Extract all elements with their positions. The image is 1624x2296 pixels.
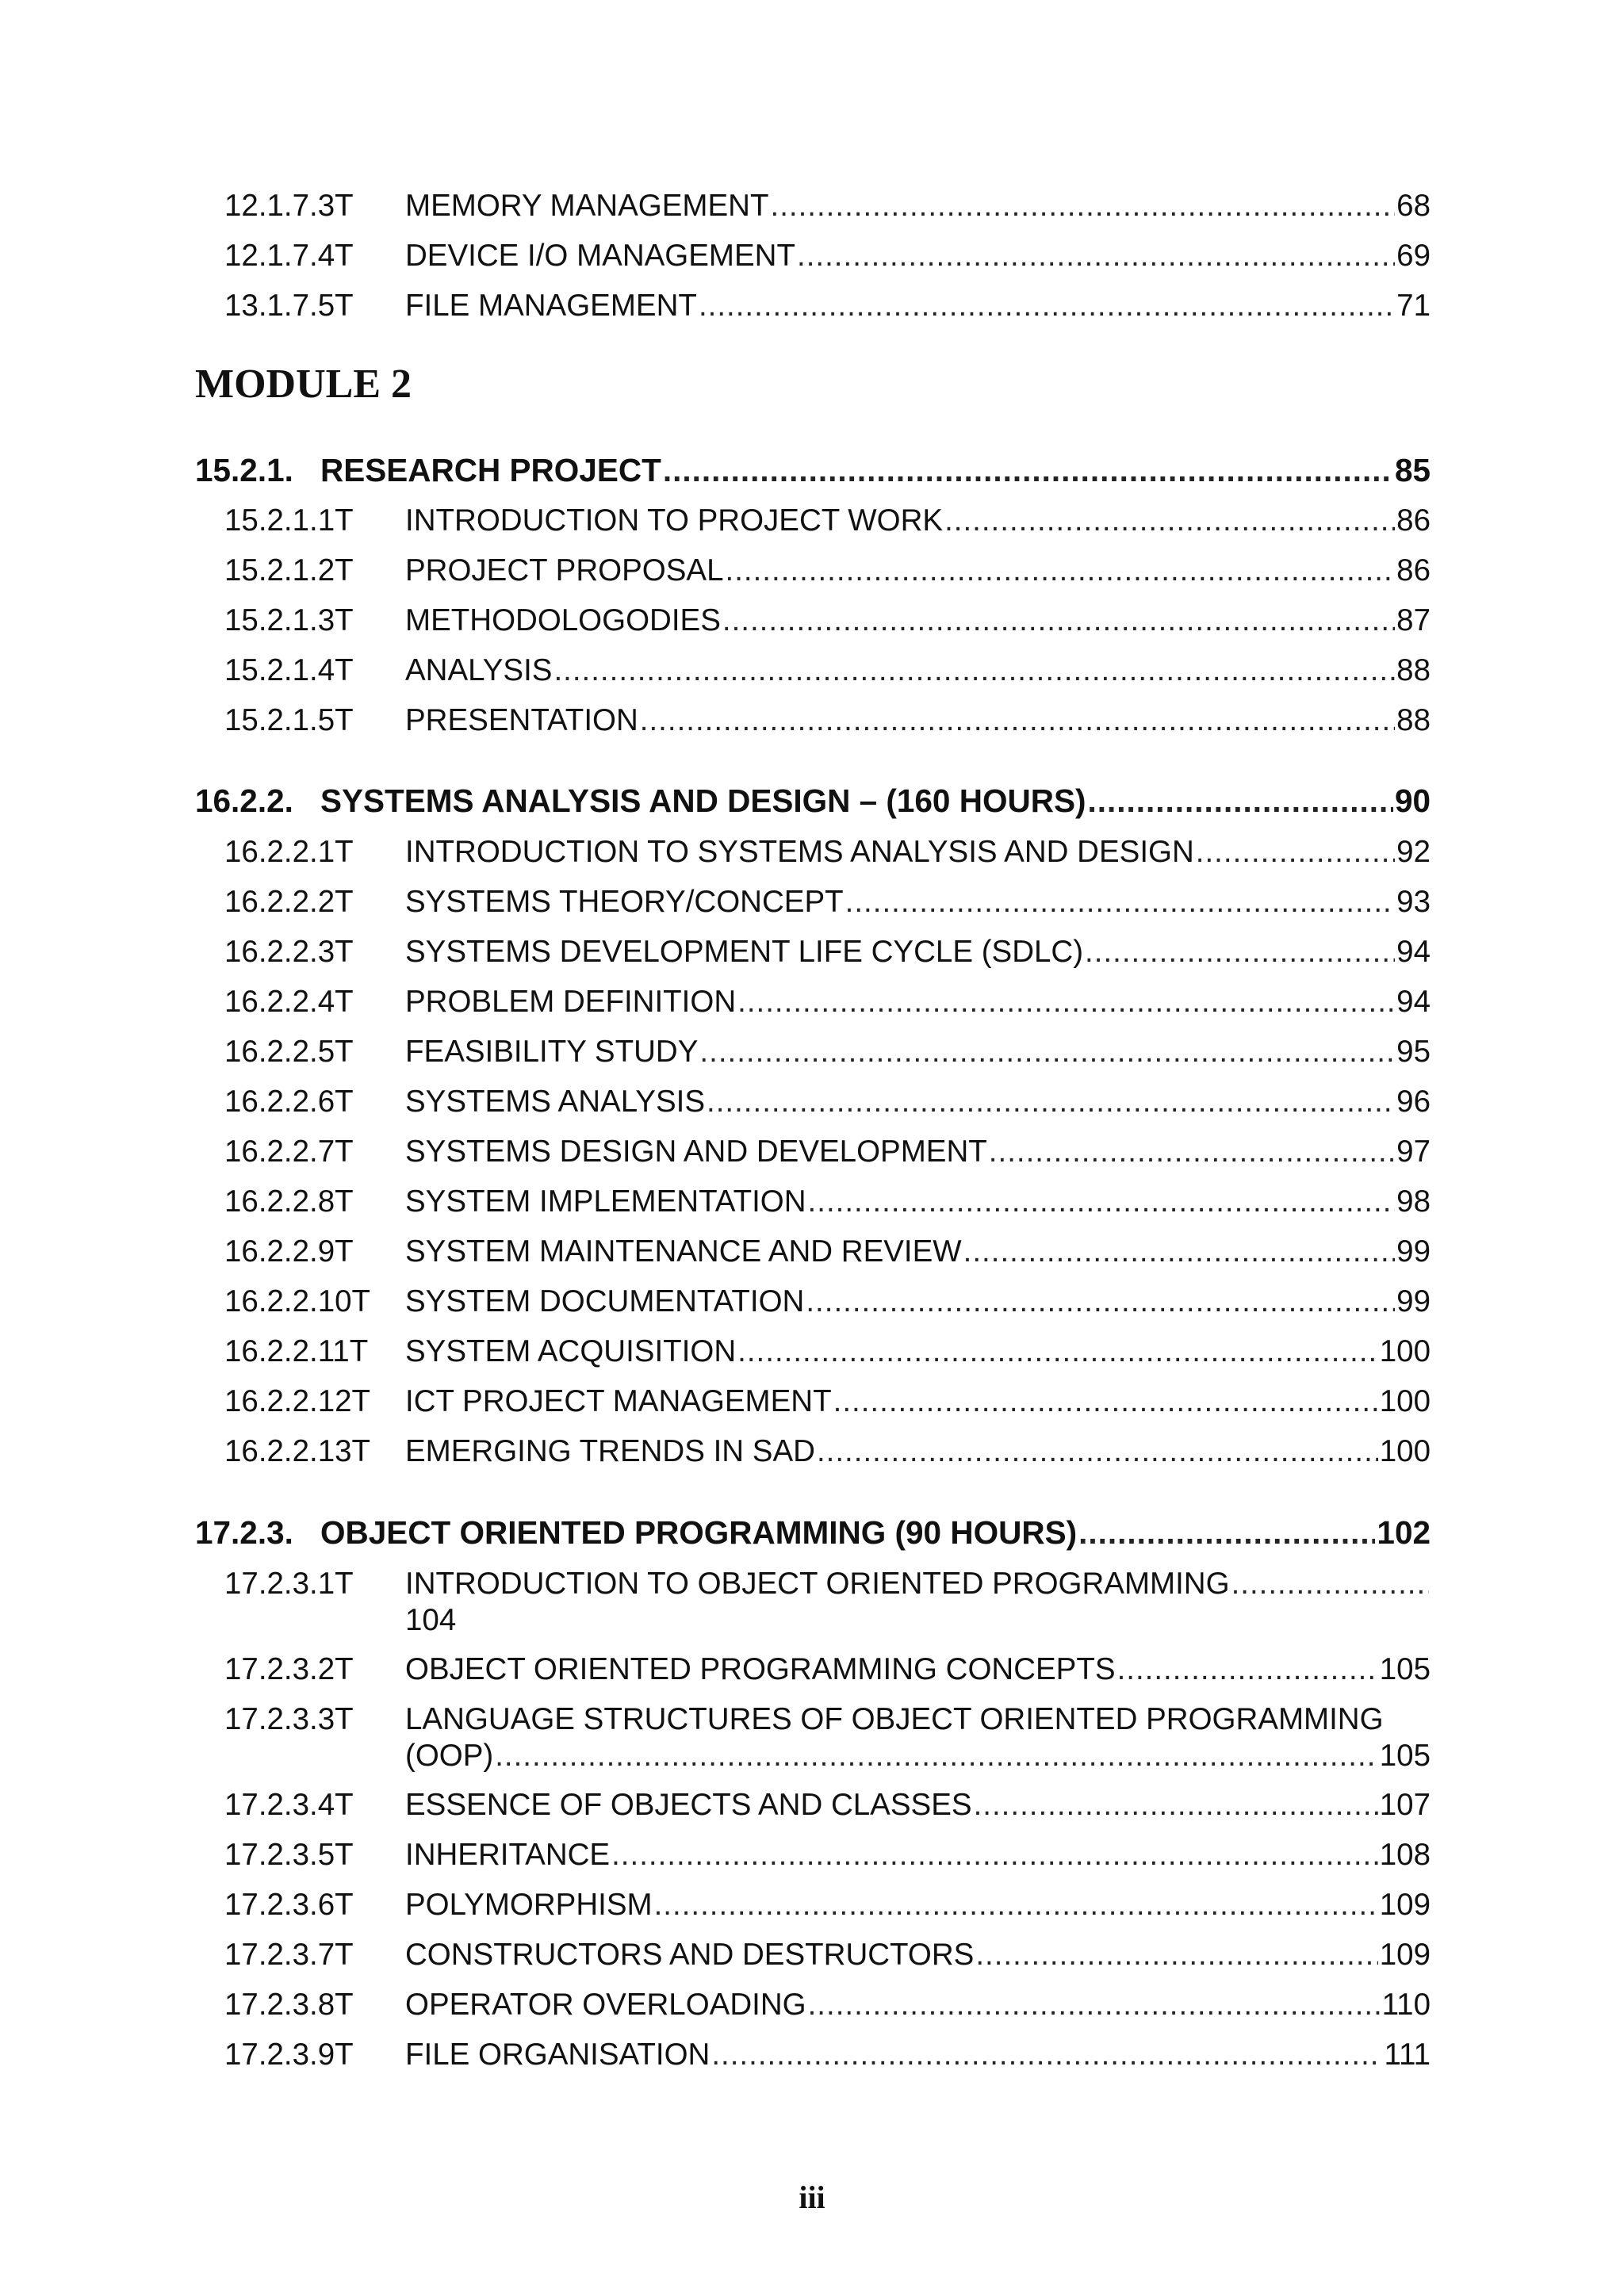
entry-title: DEVICE I/O MANAGEMENT [405,239,796,273]
dot-leader [654,1887,1378,1923]
entry-title-continued: (OOP) [405,1739,494,1773]
dot-leader [663,452,1393,488]
entry-number: 17.2.3.5T [224,1838,354,1872]
toc-entry[interactable] [195,1566,1431,1639]
entry-page: 69 [1396,239,1431,273]
entry-number: 12.1.7.4T [224,239,354,273]
dot-leader [699,288,1395,324]
entry-number: 15.2.1.2T [224,553,354,587]
dot-leader [808,1987,1381,2023]
entry-page: 108 [1379,1838,1431,1872]
entry-page: 109 [1379,1938,1431,1972]
toc-entry[interactable] [195,288,1431,324]
dot-leader [833,1383,1378,1420]
entry-title: SYSTEMS THEORY/CONCEPT [405,885,844,919]
entry-page: 110 [1381,1988,1431,2022]
toc-entry[interactable] [195,1034,1431,1070]
entry-title: FILE MANAGEMENT [405,289,697,323]
entry-number: 17.2.3.9T [224,2038,354,2072]
dot-leader [771,188,1396,224]
entry-number: 15.2.1.3T [224,603,354,637]
entry-page: 100 [1379,1334,1431,1368]
toc-entry[interactable] [195,1937,1431,1973]
entry-number: 12.1.7.3T [224,189,354,223]
entry-number: 16.2.2.5T [224,1035,354,1069]
toc-entry[interactable] [195,1234,1431,1270]
section-title: OBJECT ORIENTED PROGRAMMING (90 HOURS) [320,1514,1078,1551]
section-number: 15.2.1. [195,452,293,488]
toc-entry[interactable] [195,1651,1431,1688]
dot-leader [1196,834,1395,871]
entry-title: SYSTEMS DEVELOPMENT LIFE CYCLE (SDLC) [405,935,1084,969]
entry-title: FEASIBILITY STUDY [405,1035,699,1069]
toc-section[interactable] [195,452,1431,488]
entry-page: 99 [1396,1234,1431,1269]
entry-title: SYSTEM MAINTENANCE AND REVIEW [405,1234,962,1269]
dot-leader [817,1433,1378,1470]
entry-title: INHERITANCE [405,1838,611,1872]
entry-number: 17.2.3.4T [224,1788,354,1822]
entry-page: 94 [1396,985,1431,1019]
entry-page: 105 [1379,1652,1431,1686]
entry-page: 98 [1396,1184,1431,1219]
section-page: 102 [1377,1514,1431,1551]
entry-page: 100 [1379,1434,1431,1468]
page-number: iii [799,2179,825,2215]
dot-leader [726,553,1396,589]
dot-leader [989,1134,1395,1170]
entry-title: SYSTEMS ANALYSIS [405,1085,706,1119]
toc-entry[interactable] [195,1184,1431,1220]
toc-entry[interactable] [195,984,1431,1020]
entry-number: 16.2.2.12T [224,1384,371,1418]
entry-number: 15.2.1.4T [224,653,354,687]
dot-leader [553,652,1395,689]
dot-leader [1078,1514,1375,1551]
toc-entry[interactable] [195,1084,1431,1120]
toc-entry[interactable] [195,1887,1431,1923]
dot-leader [737,984,1395,1020]
toc-entry[interactable] [195,1787,1431,1823]
toc-entry[interactable] [195,188,1431,224]
entry-title: EMERGING TRENDS IN SAD [405,1434,815,1468]
entry-page: 100 [1379,1384,1431,1418]
entry-number: 16.2.2.4T [224,985,354,1019]
entry-title: ANALYSIS [405,653,553,687]
entry-page: 111 [1384,2038,1431,2072]
dot-leader [1085,934,1395,970]
dot-leader [711,2037,1382,2073]
entry-page: 95 [1396,1035,1431,1069]
entry-title: INTRODUCTION TO SYSTEMS ANALYSIS AND DESIGN [405,835,1194,869]
entry-title: POLYMORPHISM [405,1888,653,1922]
toc-entry[interactable] [195,503,1431,539]
toc-entry[interactable] [195,702,1431,739]
dot-leader [611,1837,1378,1873]
toc-entry[interactable] [195,934,1431,970]
entry-title: CONSTRUCTORS AND DESTRUCTORS [405,1938,975,1972]
entry-page: 86 [1396,503,1431,538]
entry-page: 97 [1396,1135,1431,1169]
entry-title: OPERATOR OVERLOADING [405,1988,806,2022]
entry-page: 92 [1396,835,1431,869]
toc-entry[interactable] [195,884,1431,920]
toc-entry[interactable] [195,1987,1431,2023]
dot-leader [640,702,1395,739]
dot-leader [808,1184,1396,1220]
toc-entry[interactable] [195,238,1431,274]
dot-leader [944,503,1395,539]
entry-title: SYSTEM IMPLEMENTATION [405,1184,806,1219]
entry-page: 93 [1396,885,1431,919]
entry-number: 16.2.2.10T [224,1284,371,1318]
entry-number: 16.2.2.8T [224,1184,354,1219]
entry-title: ICT PROJECT MANAGEMENT [405,1384,832,1418]
entry-number: 16.2.2.13T [224,1434,371,1468]
entry-number: 16.2.2.1T [224,835,354,869]
entry-page: 86 [1396,553,1431,587]
entry-title: INTRODUCTION TO OBJECT ORIENTED PROGRAMMING [405,1567,1230,1601]
dot-leader [974,1787,1378,1823]
entry-title: METHODOLOGODIES [405,603,721,637]
entry-title: SYSTEM DOCUMENTATION [405,1284,805,1318]
section-number: 17.2.3. [195,1514,293,1551]
entry-page: 68 [1396,189,1431,223]
entry-page: 94 [1396,935,1431,969]
entry-page: 107 [1379,1788,1431,1822]
entry-title: ESSENCE OF OBJECTS AND CLASSES [405,1788,972,1822]
entry-number: 15.2.1.5T [224,703,354,737]
entry-number: 16.2.2.11T [224,1334,369,1368]
dot-leader [797,238,1395,274]
entry-page: 71 [1396,289,1431,323]
dot-leader [699,1034,1395,1070]
entry-number: 13.1.7.5T [224,289,354,323]
entry-title: PROBLEM DEFINITION [405,985,737,1019]
entry-number: 16.2.2.3T [224,935,354,969]
entry-title: OBJECT ORIENTED PROGRAMMING CONCEPTS [405,1652,1116,1686]
toc-section[interactable] [195,783,1431,819]
entry-number: 17.2.3.1T [224,1567,354,1601]
entry-page: 88 [1396,703,1431,737]
module-heading: MODULE 2 [195,362,412,407]
toc-entry[interactable] [195,1134,1431,1170]
toc-entry[interactable] [195,834,1431,871]
entry-page: 99 [1396,1284,1431,1318]
entry-title: SYSTEM ACQUISITION [405,1334,737,1368]
toc-section[interactable] [195,1514,1431,1551]
entry-title: PROJECT PROPOSAL [405,553,724,587]
entry-page: 109 [1379,1888,1431,1922]
entry-number: 17.2.3.6T [224,1888,354,1922]
entry-number: 16.2.2.9T [224,1234,354,1269]
toc-entry[interactable] [195,1837,1431,1873]
entry-title: MEMORY MANAGEMENT [405,189,769,223]
entry-page: 96 [1396,1085,1431,1119]
toc-entry[interactable] [195,1284,1431,1320]
toc-entry[interactable] [195,1334,1431,1370]
dot-leader [845,884,1396,920]
entry-number: 17.2.3.7T [224,1938,354,1972]
dot-leader [1117,1651,1378,1688]
dot-leader [495,1738,1378,1774]
entry-number: 15.2.1.1T [224,503,354,538]
dot-leader [1087,783,1392,819]
entry-number: 17.2.3.3T [224,1702,354,1736]
section-page: 90 [1394,783,1431,819]
dot-leader [963,1234,1396,1270]
entry-title: PRESENTATION [405,703,638,737]
section-title: SYSTEMS ANALYSIS AND DESIGN – (160 HOURS) [320,783,1086,819]
toc-entry[interactable] [195,652,1431,689]
toc-entry[interactable] [195,1701,1431,1774]
entry-title-continued: 104 [405,1603,457,1637]
entry-title: FILE ORGANISATION [405,2038,710,2072]
dot-leader [707,1084,1395,1120]
dot-leader [975,1937,1377,1973]
entry-number: 17.2.3.2T [224,1652,354,1686]
dot-leader [1231,1566,1429,1602]
entry-number: 17.2.3.8T [224,1988,354,2022]
dot-leader [737,1334,1378,1370]
entry-page: 88 [1396,653,1431,687]
section-number: 16.2.2. [195,783,293,819]
entry-number: 16.2.2.2T [224,885,354,919]
entry-title: SYSTEMS DESIGN AND DEVELOPMENT [405,1135,987,1169]
entry-page: 87 [1396,603,1431,637]
toc-entry[interactable] [195,1383,1431,1420]
toc-entry[interactable] [195,553,1431,589]
toc-entry[interactable] [195,1433,1431,1470]
entry-page: 105 [1379,1739,1431,1773]
toc-entry[interactable] [195,603,1431,639]
dot-leader [722,603,1395,639]
toc-entry[interactable] [195,2037,1431,2073]
entry-title: LANGUAGE STRUCTURES OF OBJECT ORIENTED PROGRAMMING [405,1702,1384,1736]
section-title: RESEARCH PROJECT [320,452,661,488]
entry-number: 16.2.2.6T [224,1085,354,1119]
entry-title: INTRODUCTION TO PROJECT WORK [405,503,944,538]
section-page: 85 [1394,452,1431,488]
entry-number: 16.2.2.7T [224,1135,354,1169]
dot-leader [806,1284,1395,1320]
